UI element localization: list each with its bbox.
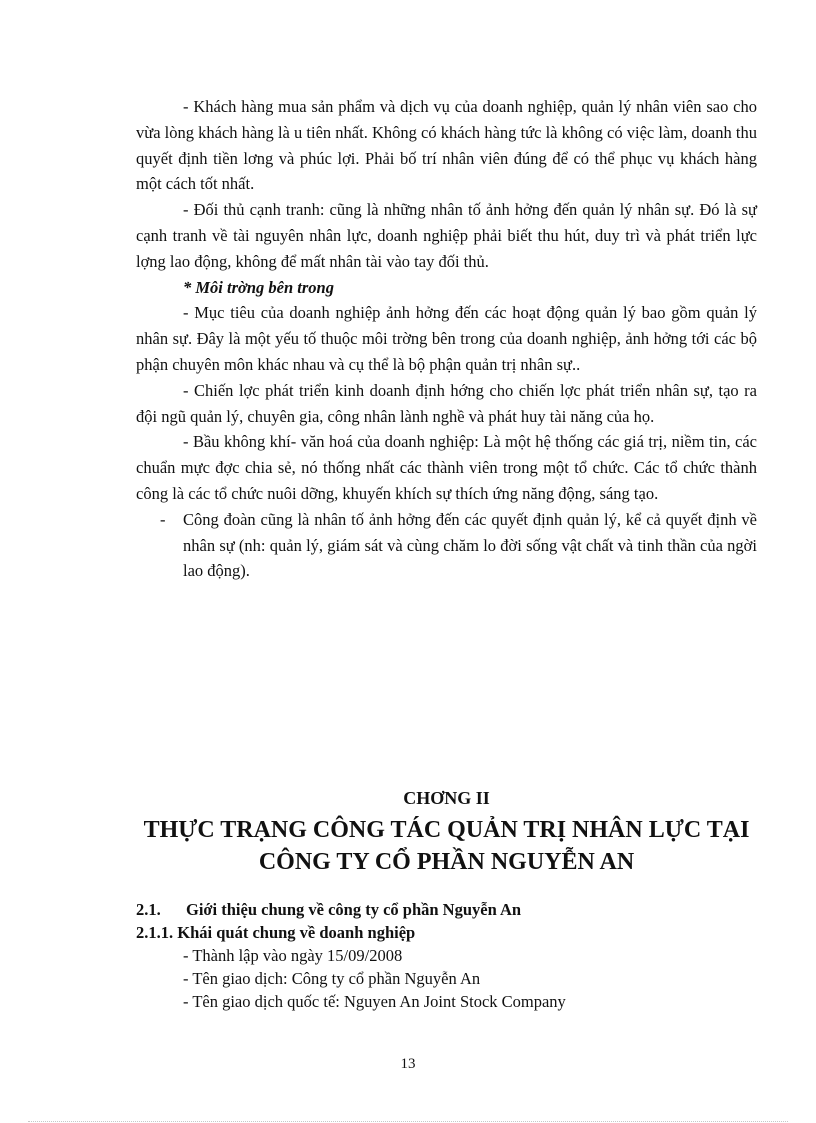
paragraph-culture: - Bầu không khí- văn hoá của doanh nghiệp: Là một hệ thống các giá trị, niềm tin, các chuẩn mực đợc chia sẻ, nó thống nhất các thành viên trong một tổ chức. Các tổ chức thành công là các tổ chức nuôi dỡng, khuyến khích sự thích ứng năng động, sáng tạo. <box>136 432 757 503</box>
chapter-title-line-1: THỰC TRẠNG CÔNG TÁC QUẢN TRỊ NHÂN LỰC TẠI <box>143 817 750 843</box>
chapter-heading <box>136 786 757 878</box>
list-item: - Tên giao dịch: Công ty cổ phần Nguyễn An <box>183 969 481 988</box>
section-heading-text: Giới thiệu chung về công ty cổ phần Nguyễn An <box>186 900 522 919</box>
section-2-1 <box>136 898 757 1013</box>
page-bottom-divider <box>28 1121 788 1122</box>
list-marker: - <box>160 509 166 529</box>
chapter-label: CHƠNG II <box>403 788 490 808</box>
paragraph-customers: - Khách hàng mua sản phẩm và dịch vụ của doanh nghiệp, quản lý nhân viên sao cho vừa lòng khách hàng là u tiên nhất. Không có khách hàng tức là không có việc làm, doanh thu quyết định tiền lơng và phúc lợi. Phải bố trí nhân viên đúng để có thể phục vụ khách hàng một cách tốt nhất. <box>136 97 757 194</box>
body-text <box>136 94 757 584</box>
chapter-title-line-2: CÔNG TY CỔ PHẦN NGUYỄN AN <box>258 849 635 875</box>
page-number: 13 <box>400 1056 416 1072</box>
paragraph-competitors: - Đối thủ cạnh tranh: cũng là những nhân tố ảnh hởng đến quản lý nhân sự. Đó là sự cạnh tranh về tài nguyên nhân lực, doanh nghiệp phải biết thu hút, duy trì và phát triển lực lợng lao động, không để mất nhân tài vào tay đối thủ. <box>136 200 757 271</box>
list-item <box>136 507 757 584</box>
subsection-heading: 2.1.1. Khái quát chung về doanh nghiệp <box>136 923 416 942</box>
paragraph-strategy: - Chiến lợc phát triển kinh doanh định hớng cho chiến lợc phát triển nhân sự, tạo ra đội ngũ quản lý, chuyên gia, công nhân lành nghề và phát huy tài năng của họ. <box>136 380 757 426</box>
bullet-list <box>136 507 757 584</box>
section-heading <box>136 898 757 921</box>
list-item: - Thành lập vào ngày 15/09/2008 <box>183 946 403 965</box>
list-item-text: Công đoàn cũng là nhân tố ảnh hởng đến các quyết định quản lý, kể cả quyết định về nhân sự (nh: quản lý, giám sát và cùng chăm lo đời sống vật chất và tinh thần của ngời lao động). <box>183 509 757 581</box>
list-item: - Tên giao dịch quốc tế: Nguyen An Joint Stock Company <box>183 992 566 1011</box>
paragraph-business-goals: - Mục tiêu của doanh nghiệp ảnh hởng đến các hoạt động quản lý bao gồm quản lý nhân sự. Đây là một yếu tố thuộc môi trờng bên trong của doanh nghiệp, ảnh hởng tới các bộ phận chuyên môn khác nhau và cụ thể là bộ phận quản trị nhân sự.. <box>136 303 757 374</box>
chapter-title <box>136 814 757 878</box>
subheading-internal-environment: * Môi trờng bên trong <box>183 277 334 297</box>
section-number: 2.1. <box>136 900 161 919</box>
